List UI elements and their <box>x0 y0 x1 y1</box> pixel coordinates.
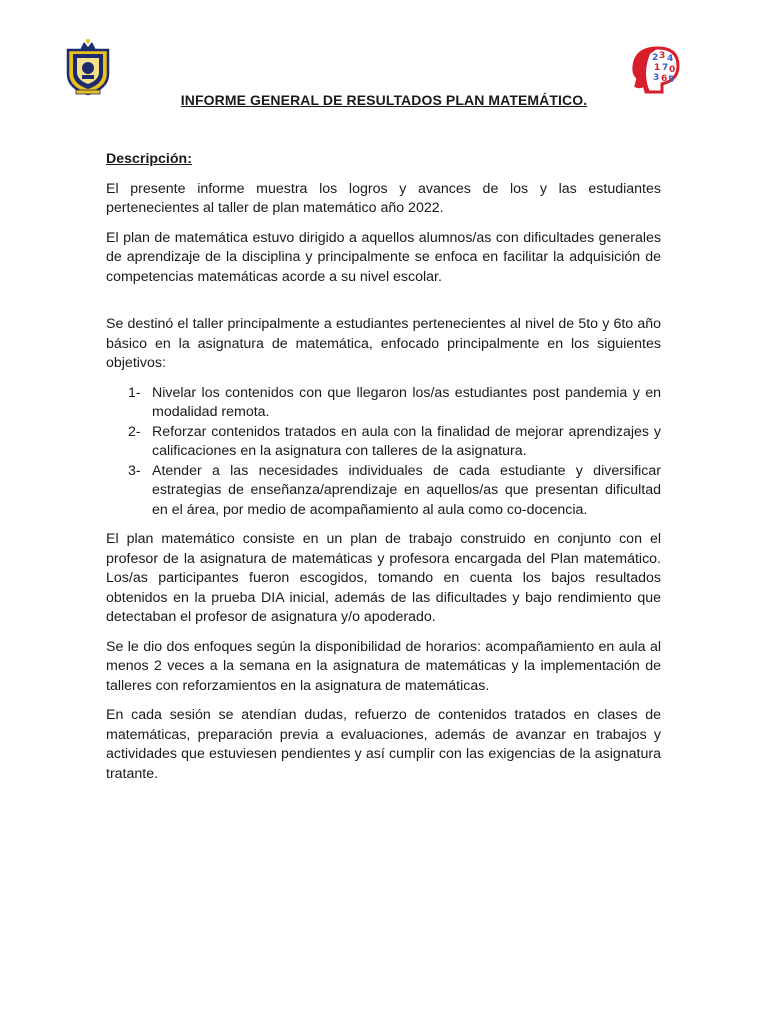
document-body <box>106 150 661 794</box>
paragraph-workshop-scope: Se destinó el taller principalmente a estudiantes pertenecientes al nivel de 5to y 6to año básico en la asignatura de matemática, enfocado principalmente en los siguientes objetivos: <box>106 316 661 371</box>
svg-text:6: 6 <box>661 74 668 84</box>
paragraph-approaches: Se le dio dos enfoques según la disponibilidad de horarios: acompañamiento en aula al menos 2 veces a la semana en la asignatura de matemáticas y la implementación de talleres con reforzamientos en la asignatura de matemáticas. <box>106 638 661 694</box>
svg-text:7: 7 <box>662 63 669 73</box>
list-item-number: 2- <box>128 423 141 440</box>
svg-text:3: 3 <box>659 51 666 61</box>
list-item-text: Atender a las necesidades individuales de cada estudiante y diversificar estrategias de enseñanza/aprendizaje en aquellos/as que presentan dificultad en el área, por medio de acompañamiento al aula como co-docencia. <box>152 462 661 518</box>
school-crest-icon <box>64 38 112 96</box>
list-item-number: 1- <box>128 384 141 401</box>
list-item-number: 3- <box>128 462 141 479</box>
math-head-numbers-icon <box>628 44 684 96</box>
svg-text:0: 0 <box>669 65 676 75</box>
svg-text:2: 2 <box>652 53 659 63</box>
paragraph-plan-description: El plan matemático consiste en un plan de trabajo construido en conjunto con el profesor de la asignatura de matemáticas y profesora encargada del Plan matemático. Los/as participantes fueron escogidos, tomando en cuenta los bajos resultados obtenidos en la prueba DIA inicial, además de las dificultades y bajo rendimiento que detectaban el profesor de asignatura y/o apoderado. <box>106 531 661 625</box>
list-item-text: Reforzar contenidos tratados en aula con la finalidad de mejorar aprendizajes y calificaciones en la asignatura con talleres de la asignatura. <box>152 423 661 459</box>
section-heading: Descripción: <box>106 151 192 167</box>
list-item <box>106 423 661 462</box>
svg-text:5: 5 <box>668 75 675 85</box>
list-item <box>106 384 661 423</box>
paragraph-plan-target: El plan de matemática estuvo dirigido a aquellos alumnos/as con dificultades generales de aprendizaje de la disciplina y principalmente se enfoca en facilitar la adquisición de competencias matemáticas acorde a su nivel escolar. <box>106 229 661 285</box>
paragraph-sessions: En cada sesión se atendían dudas, refuerzo de contenidos tratados en clases de matemáticas, preparación previa a evaluaciones, además de avanzar en trabajos y actividades que estuviesen pendientes y así cumplir con las exigencias de la asignatura tratante. <box>106 707 661 782</box>
list-item <box>106 462 661 521</box>
paragraph-intro: El presente informe muestra los logros y avances de los y las estudiantes pertenecientes al taller de plan matemático año 2022. <box>106 180 661 216</box>
document-title: INFORME GENERAL DE RESULTADOS PLAN MATEMÁTICO. <box>180 92 588 108</box>
svg-text:1: 1 <box>654 63 661 73</box>
svg-text:4: 4 <box>667 54 674 64</box>
objectives-list <box>106 384 661 521</box>
list-item-text: Nivelar los contenidos con que llegaron los/as estudiantes post pandemia y en modalidad remota. <box>152 384 661 420</box>
svg-text:3: 3 <box>653 73 660 83</box>
